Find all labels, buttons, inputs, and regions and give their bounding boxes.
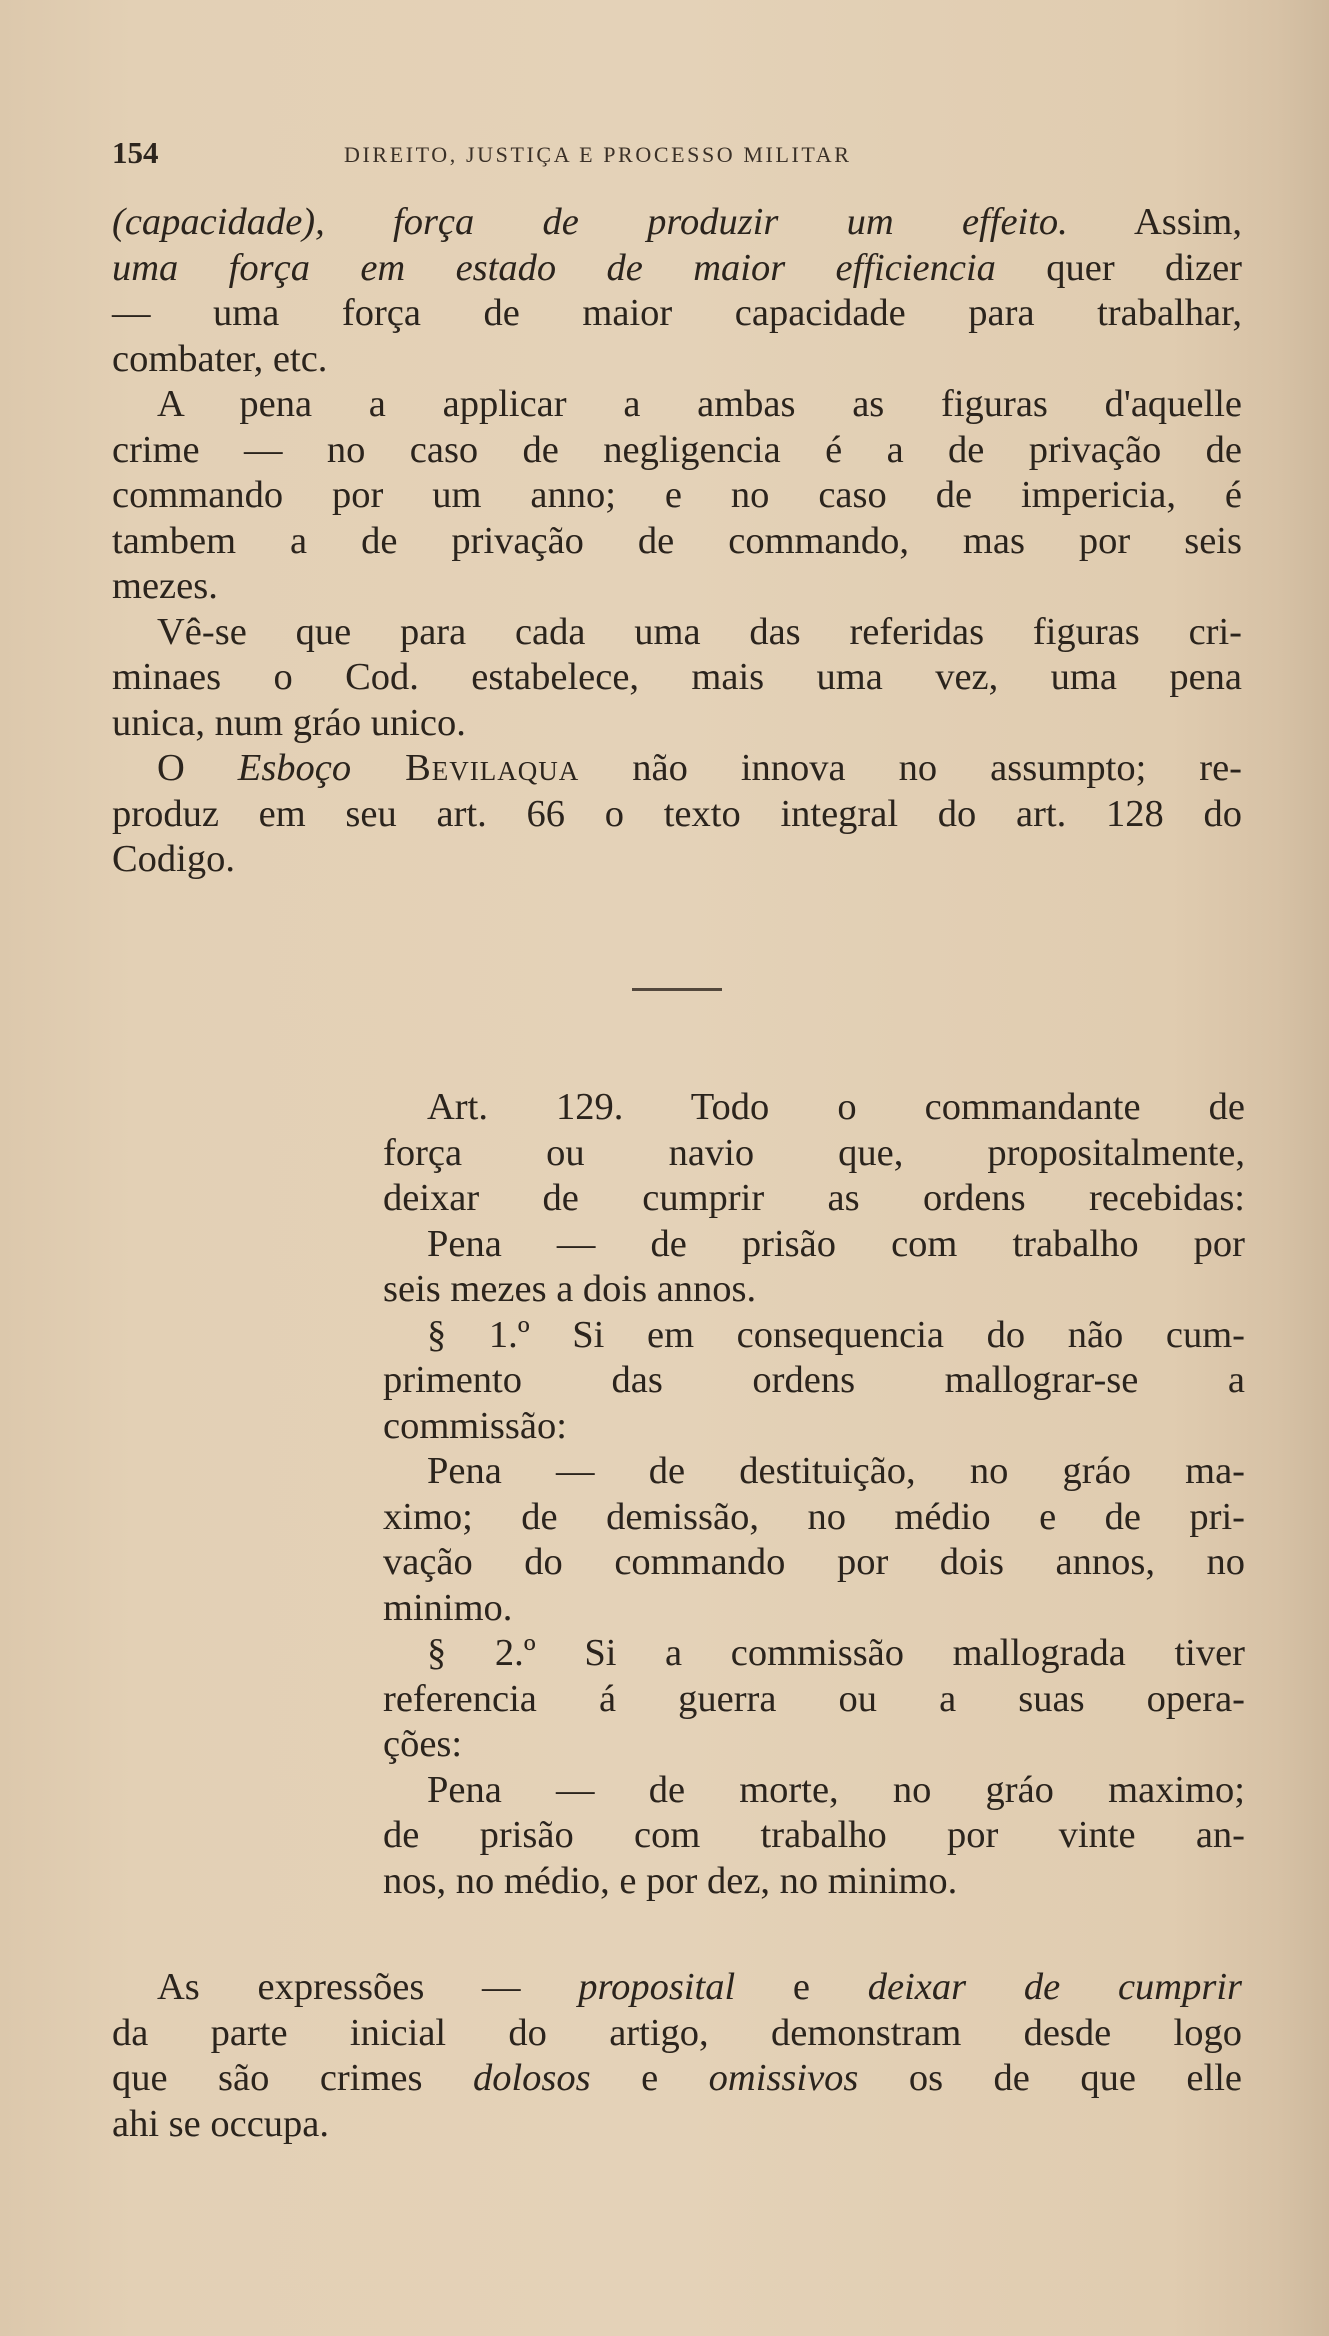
paragraph-start: Pena — de destituição, no gráo ma- (427, 1450, 1245, 1492)
text-line: que são crimes dolosos e omissivos os de que elle (112, 2057, 1242, 2099)
text-line: crime — no caso de negligencia é a de privação de (112, 428, 1242, 471)
italic-phrase: Esboço (237, 747, 352, 789)
text-line: da parte inicial do artigo, demonstram desde logo (112, 2011, 1242, 2054)
paragraph-start: As expressões — proposital e deixar de cumprir (157, 1966, 1242, 2008)
text-line: referencia á guerra ou a suas opera- (383, 1677, 1245, 1720)
text-line: tambem a de privação de commando, mas por seis (112, 519, 1242, 562)
italic-phrase: uma força em estado de maior efficiencia (112, 246, 996, 289)
article-129-text (383, 1085, 1245, 1904)
text-line: ções: (383, 1723, 463, 1765)
paragraph-start: § 1.º Si em consequencia do não cum- (427, 1313, 1245, 1356)
italic-phrase: omissivos (708, 2057, 859, 2099)
text-line: unica, num gráo unico. (112, 701, 466, 744)
paragraph-start: A pena a applicar a ambas as figuras d'aquelle (157, 383, 1242, 425)
section-divider (632, 988, 722, 991)
running-head (112, 135, 1242, 175)
running-title: DIREITO, JUSTIÇA E PROCESSO MILITAR (344, 142, 852, 167)
text-line: primento das ordens mallograr-se a (383, 1359, 1245, 1401)
text-line: uma força em estado de maior efficiencia quer dizer (112, 246, 1242, 289)
paragraph-start: Vê-se que para cada uma das referidas figuras cri- (157, 610, 1242, 653)
paragraph-start: Pena — de prisão com trabalho por (427, 1222, 1245, 1265)
author-name: Bevilaqua (351, 747, 580, 789)
paragraph-start: O Esboço Bevilaqua não innova no assumpto; re- (157, 747, 1242, 789)
text-line: ahi se occupa. (112, 2102, 329, 2145)
italic-phrase: (capacidade), força de produzir um effeito. (112, 201, 1068, 243)
text-line: vação do commando por dois annos, no (383, 1541, 1245, 1583)
text-line: força ou navio que, propositalmente, (383, 1131, 1245, 1174)
text-line: seis mezes a dois annos. (383, 1268, 757, 1310)
text-line: commando por um anno; e no caso de impericia, é (112, 474, 1242, 516)
text-line: Codigo. (112, 838, 236, 880)
text-line: minaes o Cod. estabelece, mais uma vez, uma pena (112, 656, 1242, 698)
text-line: (capacidade), força de produzir um effeito. Assim, (112, 201, 1242, 243)
article-heading-line: Art. 129. Todo o commandante de (427, 1086, 1245, 1128)
text-line: deixar de cumprir as ordens recebidas: (383, 1177, 1245, 1219)
commentary-text (112, 200, 1242, 883)
text-line: nos, no médio, e por dez, no minimo. (383, 1859, 958, 1902)
italic-phrase: dolosos (472, 2057, 591, 2099)
page-number: 154 (112, 135, 159, 170)
text-line: de prisão com trabalho por vinte an- (383, 1814, 1245, 1856)
text-line: minimo. (383, 1586, 513, 1629)
paragraph-start: § 2.º Si a commissão mallograda tiver (427, 1632, 1245, 1674)
italic-phrase: proposital (578, 1966, 736, 2008)
text-line: produz em seu art. 66 o texto integral do art. 128 do (112, 792, 1242, 835)
text-line: — uma força de maior capacidade para trabalhar, (112, 292, 1242, 334)
text-line: commissão: (383, 1404, 567, 1447)
closing-commentary (112, 1965, 1242, 2147)
text-line: combater, etc. (112, 337, 328, 380)
paragraph-start: Pena — de morte, no gráo maximo; (427, 1768, 1245, 1811)
text-line: ximo; de demissão, no médio e de pri- (383, 1495, 1245, 1538)
italic-phrase: deixar de cumprir (867, 1966, 1242, 2008)
text-line: mezes. (112, 565, 218, 607)
